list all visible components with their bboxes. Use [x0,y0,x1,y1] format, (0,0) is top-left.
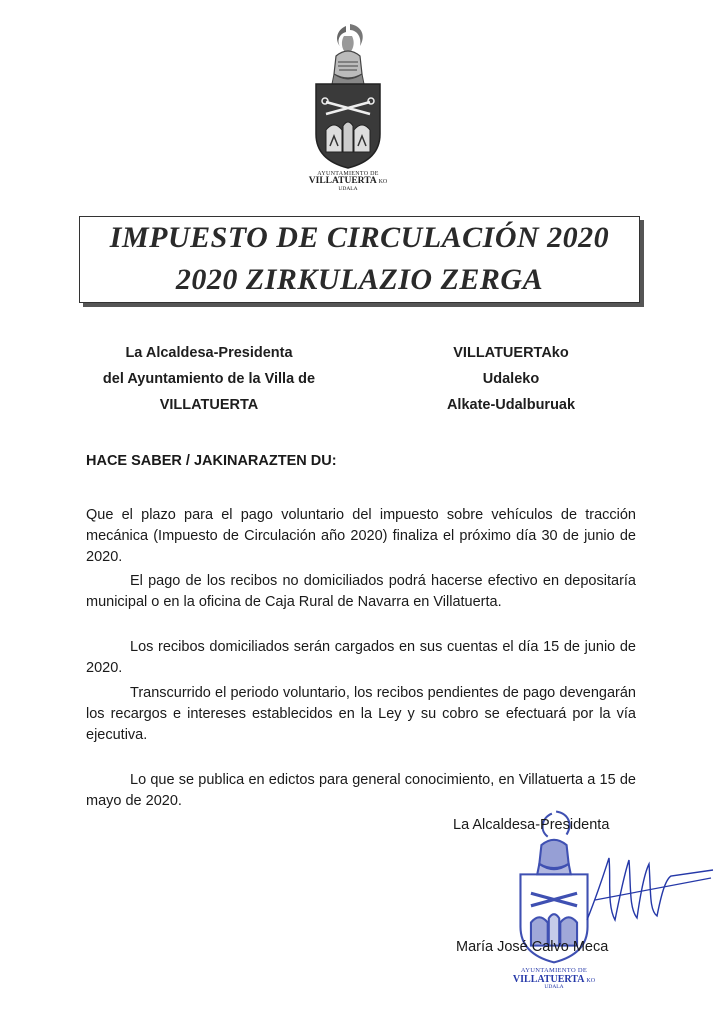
crest-caption-line1: AYUNTAMIENTO DE [317,171,379,177]
heading-basque-line: VILLATUERTAko [453,345,569,361]
signatory-name: María José Calvo Meca [456,939,609,955]
stamp-caption-line1: AYUNTAMIENTO DE [520,967,588,974]
title-box [79,216,640,303]
crest-caption-line3: UDALA [338,186,358,193]
handwritten-signature [585,850,715,930]
heading-basque [405,340,617,418]
stamp-caption [496,968,612,991]
heading-basque-line: Udaleko [482,371,540,387]
hace-saber-heading: HACE SABER / JAKINARAZTEN DU: [86,453,337,469]
stamp-caption-line3: UDALA [544,984,564,991]
heading-spanish-line: La Alcaldesa-Presidenta [125,345,293,361]
paragraph-surcharges: Transcurrido el periodo voluntario, los recibos pendientes de pago devengarán los recargos e intereses establecidos en la Ley y su cobro se efectuará por la vía ejecutiva. [86,685,636,743]
heading-spanish [72,340,346,418]
title-basque: 2020 ZIRKULAZIO ZERGA [175,263,544,296]
heading-spanish-line: VILLATUERTA [159,397,259,413]
paragraph-publication: Lo que se publica en edictos para general conocimiento, en Villatuerta a 15 de mayo de 2020. [86,772,636,809]
paragraph-deadline: Que el plazo para el pago voluntario del impuesto sobre vehículos de tracción mecánica (Impuesto de Circulación año 2020) finaliza el próximo día 30 de junio de 2020. [86,507,636,565]
signature-title: La Alcaldesa-Presidenta [453,817,610,833]
paragraph-direct-debit: Los recibos domiciliados serán cargados en sus cuentas el día 15 de junio de 2020. [86,639,636,676]
crest-caption [290,171,406,193]
title-spanish: IMPUESTO DE CIRCULACIÓN 2020 [109,221,610,254]
coat-of-arms-logo [306,22,390,172]
paragraph-payment: El pago de los recibos no domiciliados podrá hacerse efectivo en depositaría municipal o en la oficina de Caja Rural de Navarra en Villatuerta. [86,573,636,610]
stamp-caption-line2: VILLATUERTA KO [512,973,596,985]
heading-spanish-line: del Ayuntamiento de la Villa de [102,371,316,387]
crest-caption-line2: VILLATUERTA KO [308,176,388,187]
heading-basque-line: Alkate-Udalburuak [446,397,576,413]
